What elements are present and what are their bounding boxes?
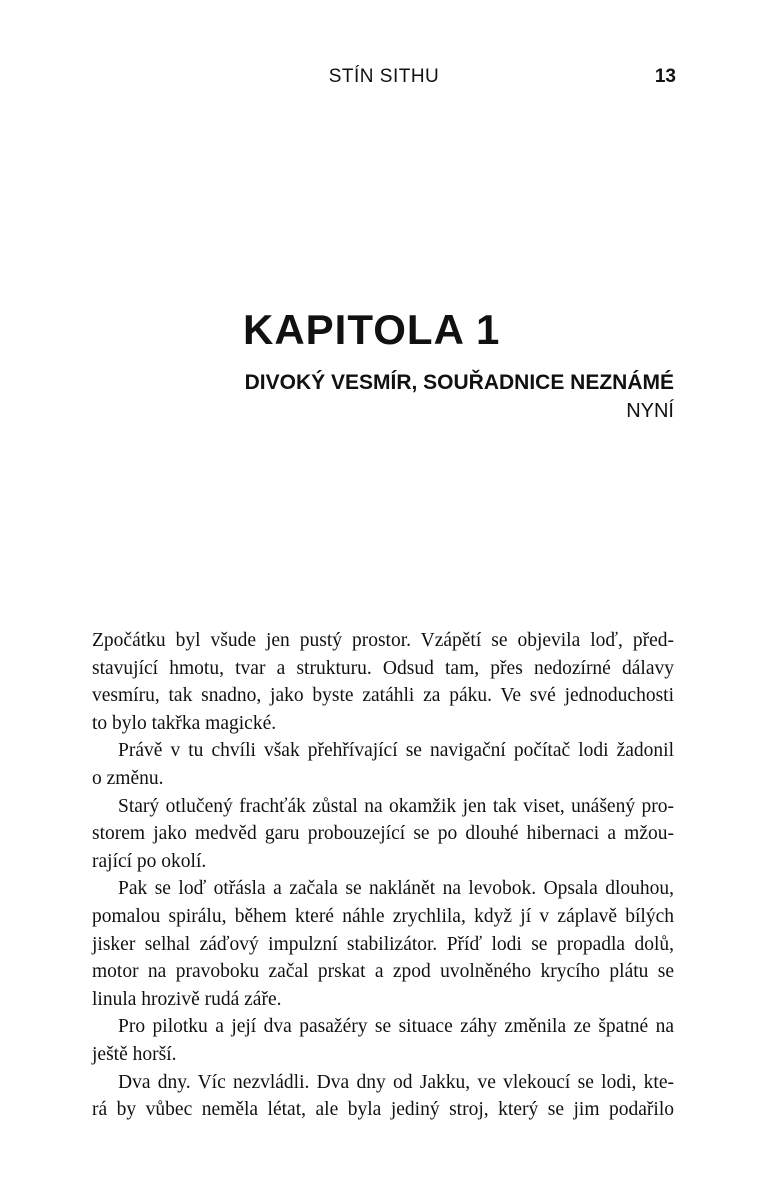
body-text bbox=[92, 627, 674, 1124]
text-line: Pro pilotku a její dva pasažéry se situace záhy změnila ze špatné na bbox=[118, 1016, 674, 1038]
paragraph bbox=[92, 737, 674, 792]
text-line: pomalou spirálu, během které náhle zrychlila, když jí v záplavě bílých bbox=[92, 905, 674, 927]
chapter-label: KAPITOLA 1 bbox=[243, 306, 501, 353]
text-line: Starý otlučený frachťák zůstal na okamžik jen tak viset, unášený pro- bbox=[118, 795, 674, 817]
running-head bbox=[0, 66, 768, 92]
text-line: jisker selhal záďový impulzní stabilizátor. Příď lodi se propadla dolů, bbox=[92, 933, 674, 955]
text-line: Pak se loď otřásla a začala se naklánět na levobok. Opsala dlouhou, bbox=[118, 878, 674, 900]
text-line: Zpočátku byl všude jen pustý prostor. Vzápětí se objevila loď, před- bbox=[92, 630, 674, 651]
text-line: storem jako medvěd garu probouzející se po dlouhé hibernaci a mžou- bbox=[92, 823, 674, 845]
chapter-subtitle: DIVOKÝ VESMÍR, SOUŘADNICE NEZNÁMÉ bbox=[244, 371, 674, 394]
text-line: rá by vůbec neměla létat, ale byla jediný stroj, který se jim podařilo bbox=[92, 1099, 674, 1121]
paragraph bbox=[92, 793, 674, 876]
paragraph bbox=[92, 1069, 674, 1124]
page-number: 13 bbox=[654, 66, 676, 87]
text-line: linula hrozivě rudá záře. bbox=[92, 988, 282, 1010]
chapter-heading bbox=[150, 305, 674, 425]
text-line: rající po okolí. bbox=[92, 850, 207, 872]
text-line: o změnu. bbox=[92, 767, 164, 789]
text-line: vesmíru, tak snadno, jako byste zatáhli za páku. Ve své jednoduchosti bbox=[92, 685, 674, 707]
text-line: stavující hmotu, tvar a strukturu. Odsud tam, přes nedozírné dálavy bbox=[92, 657, 674, 679]
text-line: ještě horší. bbox=[92, 1043, 177, 1065]
text-line: motor na pravoboku začal prskat a zpod uvolněného krycího plátu se bbox=[92, 961, 674, 983]
paragraph bbox=[92, 627, 674, 737]
text-line: Dva dny. Víc nezvládli. Dva dny od Jakku, ve vlekoucí se lodi, kte- bbox=[118, 1071, 674, 1093]
text-line: to bylo takřka magické. bbox=[92, 712, 277, 734]
chapter-time: NYNÍ bbox=[626, 400, 674, 422]
paragraph bbox=[92, 1013, 674, 1068]
text-line: Právě v tu chvíli však přehřívající se navigační počítač lodi žadonil bbox=[118, 740, 674, 762]
book-title: STÍN SITHU bbox=[328, 66, 440, 87]
paragraph bbox=[92, 875, 674, 1013]
